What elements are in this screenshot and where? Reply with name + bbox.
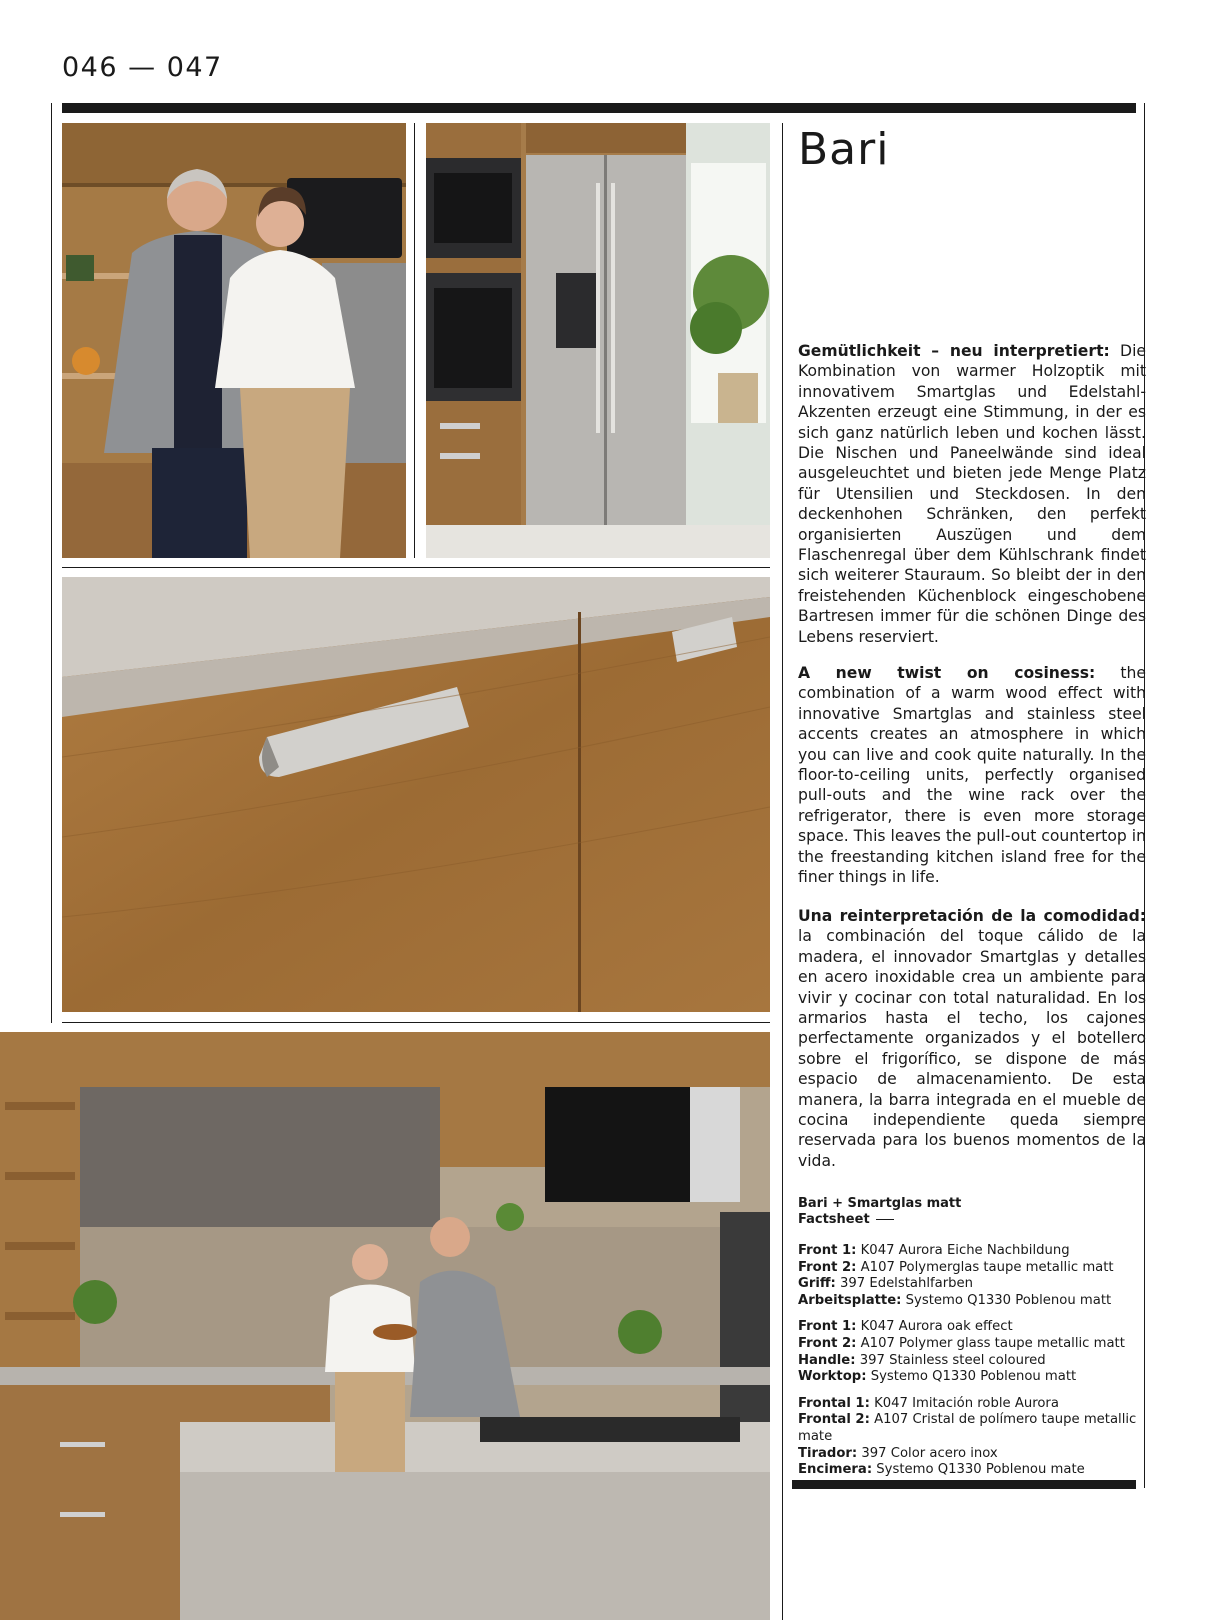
fact-value: 397 Stainless steel coloured bbox=[855, 1352, 1046, 1368]
factsheet-subheading-row bbox=[798, 1212, 1146, 1228]
factsheet-group-english bbox=[798, 1319, 1146, 1385]
fact-label: Front 1: bbox=[798, 1243, 857, 1258]
paragraph-german-body: Die Kombination von warmer Holzoptik mit innovativem Smartglas und Edelstahl-Akzenten erzeugt eine Stimmung, in der es sich ganz natürlich leben und kochen lässt. Die Nischen und Paneelwände sind ideal ausgeleuchtet und bieten jede Menge Platz für Utensilien und Steckdosen. In den deckenhohen Schränken, den perfekt organisierten Auszügen und dem Flaschenregal über dem Kühlschrank findet sich weiterer Stauraum. So bleibt der in den freistehenden Küchenblock eingeschobene Bartresen immer für die schönen Dinge des Lebens reserviert. bbox=[798, 342, 1146, 646]
fact-row bbox=[798, 1260, 1146, 1277]
fact-label: Front 2: bbox=[798, 1335, 857, 1351]
fact-value: K047 Imitación roble Aurora bbox=[869, 1395, 1059, 1411]
fact-value: Systemo Q1330 Poblenou matt bbox=[866, 1369, 1077, 1385]
paragraph-spanish bbox=[798, 906, 1146, 1171]
fact-value: Systemo Q1330 Poblenou mate bbox=[872, 1462, 1085, 1478]
photo-couple bbox=[62, 123, 406, 558]
fact-row bbox=[798, 1446, 1146, 1463]
fact-row bbox=[798, 1412, 1146, 1445]
factsheet-subheading: Factsheet bbox=[798, 1212, 870, 1227]
fact-value: 397 Edelstahlfarben bbox=[835, 1276, 973, 1292]
fact-label: Worktop: bbox=[798, 1369, 867, 1385]
paragraph-spanish-body: la combinación del toque cálido de la madera, el innovador Smartglas y detalles en acero inoxidable crea un ambiente para vivir y cocinar con total naturalidad. En los armarios hasta el techo, los cajones perfectamente organizados y el botellero sobre el frigorífico, se dispone de más espacio de almacenamiento. De esta manera, la barra integrada en el mueble de cocina independiente queda siempre reservada para los buenos momentos de la vida. bbox=[798, 927, 1146, 1170]
fact-row bbox=[798, 1319, 1146, 1336]
paragraph-english-body: the combination of a warm wood effect with innovative Smartglas and stainless steel accents creates an atmosphere in which you can live and cook quite naturally. In the floor-to-ceiling units, perfectly organised pull-outs and the wine rack over the refrigerator, there is even more storage space. This leaves the pull-out countertop in the freestanding kitchen island free for the finer things in life. bbox=[798, 664, 1146, 887]
fact-row bbox=[798, 1396, 1146, 1413]
paragraph-german bbox=[798, 341, 1146, 647]
fact-label: Griff: bbox=[798, 1276, 836, 1292]
fact-label: Handle: bbox=[798, 1352, 856, 1368]
fact-row bbox=[798, 1369, 1146, 1386]
fact-value: K047 Aurora oak effect bbox=[856, 1319, 1013, 1335]
fact-row bbox=[798, 1462, 1146, 1479]
paragraph-spanish-lead: Una reinterpretación de la comodidad: bbox=[798, 907, 1146, 925]
page-title: Bari bbox=[798, 124, 890, 175]
fact-label: Arbeitsplatte: bbox=[798, 1292, 902, 1308]
fact-row bbox=[798, 1293, 1146, 1310]
photo-handle-detail bbox=[62, 577, 770, 1012]
fact-value: 397 Color acero inox bbox=[857, 1445, 998, 1461]
fact-value: A107 Cristal de polímero taupe metallic mate bbox=[798, 1412, 1137, 1444]
fact-value: A107 Polymer glass taupe metallic matt bbox=[856, 1335, 1125, 1351]
fact-label: Frontal 1: bbox=[798, 1395, 870, 1411]
factsheet-group-spanish bbox=[798, 1396, 1146, 1479]
fact-label: Frontal 2: bbox=[798, 1412, 870, 1428]
left-frame-line bbox=[51, 103, 52, 1023]
fact-label: Encimera: bbox=[798, 1462, 873, 1478]
fact-label: Front 1: bbox=[798, 1319, 857, 1335]
factsheet-group-german bbox=[798, 1243, 1146, 1309]
factsheet-heading: Bari + Smartglas matt bbox=[798, 1196, 962, 1211]
factsheet bbox=[798, 1196, 1146, 1479]
column-divider bbox=[782, 123, 783, 1620]
fact-label: Front 2: bbox=[798, 1259, 857, 1275]
fact-row bbox=[798, 1336, 1146, 1353]
fact-value: Systemo Q1330 Poblenou matt bbox=[901, 1292, 1112, 1308]
photo-kitchen-overview bbox=[0, 1032, 770, 1620]
fact-label: Tirador: bbox=[798, 1445, 858, 1461]
fact-value: K047 Aurora Eiche Nachbildung bbox=[856, 1243, 1070, 1258]
fact-value: A107 Polymerglas taupe metallic matt bbox=[856, 1259, 1114, 1275]
paragraph-english bbox=[798, 663, 1146, 887]
photo-divider-horizontal-2 bbox=[62, 1022, 770, 1023]
paragraph-english-lead: A new twist on cosiness: bbox=[798, 664, 1096, 682]
page-numbers: 046 — 047 bbox=[62, 52, 223, 83]
paragraph-german-lead: Gemütlichkeit – neu interpretiert: bbox=[798, 342, 1110, 360]
factsheet-dash bbox=[876, 1219, 894, 1220]
fact-row bbox=[798, 1276, 1146, 1293]
top-rule bbox=[62, 103, 1136, 113]
photo-divider-horizontal-1 bbox=[62, 567, 770, 568]
fact-row bbox=[798, 1243, 1146, 1260]
fact-row bbox=[798, 1353, 1146, 1370]
photo-divider-vertical bbox=[414, 123, 415, 558]
photo-fridge bbox=[426, 123, 770, 558]
bottom-rule bbox=[792, 1480, 1136, 1489]
